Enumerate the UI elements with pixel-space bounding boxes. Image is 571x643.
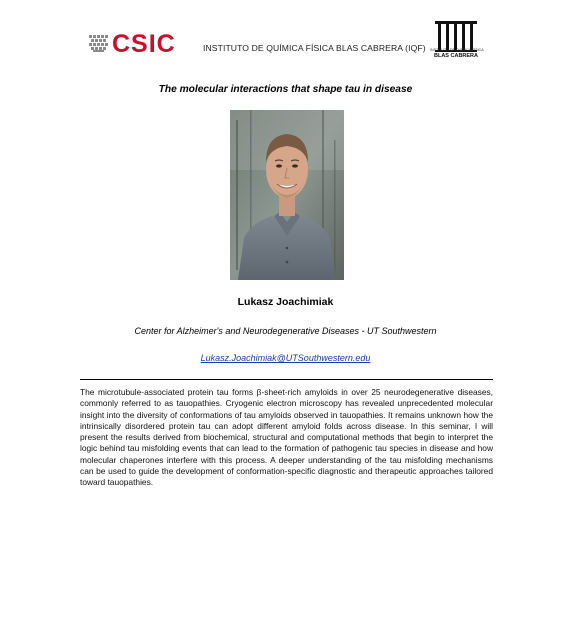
speaker-name: Lukasz Joachimiak — [237, 296, 334, 308]
abstract-text: The microtubule-associated protein tau forms β-sheet-rich amyloids in over 25 neurodegenerative diseases, commonly referred to as tauopathies. Cryogenic electron microscopy has revealed unprecedented molecular insight into the diversity of conformations of tau amyloids observed in tauopathies. It remains unknown how the intrinsically disordered protein tau can adopt different amyloid folds across disease. In this seminar, I will present the results derived from biochemical, structural and computational methods that begin to interpret the logic behind tau misfolding events that can lead to the formation of pathogenic tau species in disease and how molecular chaperones interfere with this process. A deeper understanding of the tau misfolding mechanisms can be used to guide the development of conformation-specific diagnostic and therapeutic approaches tailored toward tauopathies. — [80, 387, 493, 488]
speaker-affiliation: Center for Alzheimer's and Neurodegenerative Diseases - UT Southwestern — [134, 326, 437, 336]
speaker-photo — [230, 110, 344, 280]
header — [0, 0, 571, 70]
csic-logo-text: CSIC — [112, 30, 176, 58]
speaker-email-link[interactable]: Lukasz.Joachimiak@UTSouthwestern.edu — [200, 353, 371, 363]
speaker-email-line — [0, 353, 571, 364]
seminar-title: The molecular interactions that shape tau in disease — [158, 84, 413, 95]
csic-emblem-icon — [89, 35, 109, 53]
blas-cabrera-caption: BLAS CABRERA — [434, 53, 478, 59]
divider — [80, 379, 493, 380]
blas-cabrera-caption-small: INSTITUTO DE QUÍMICA FÍSICA — [430, 48, 484, 52]
institute-name: INSTITUTO DE QUÍMICA FÍSICA BLAS CABRERA (IQF) — [203, 43, 426, 53]
